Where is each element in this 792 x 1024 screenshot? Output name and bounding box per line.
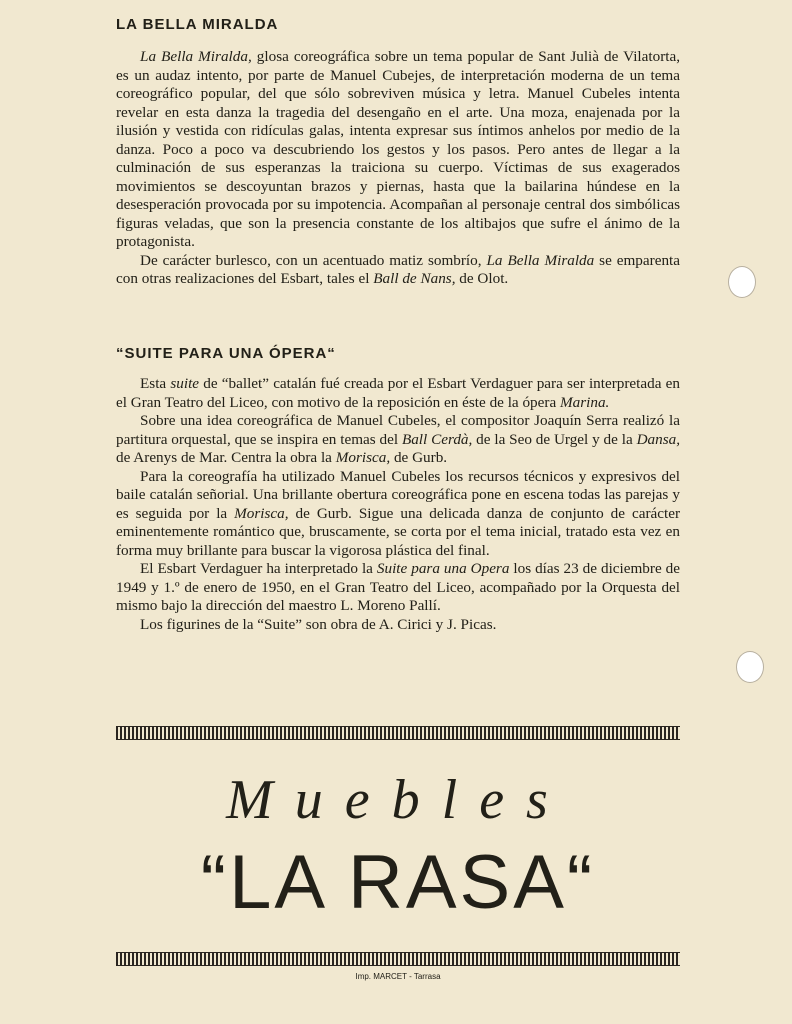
section-body-suite-opera [116, 375, 680, 634]
text-run: de Gurb. Sigue una delicada danza de conjunto de carácter eminentemente romántico que, bruscamente, se corta por el tema inicial, tratado esta vez en forma muy brillante para buscar la vigorosa plástica del final. [116, 504, 680, 559]
italic-text: suite [170, 375, 200, 392]
italic-text: Ball de Nans, [373, 270, 456, 287]
italic-text: La Bella Miralda, [140, 48, 252, 65]
text-run: de Arenys de Mar. Centra la obra la [116, 449, 336, 466]
italic-text: Ball Cerdà, [401, 430, 473, 448]
decorative-rule-top [116, 726, 680, 740]
text-run: Para la coreografía ha utilizado Manuel Cubeles los recursos técnicos y expresivos del baile catalán señorial. Una brillante obertura coreográfica pone en escena todas las parejas y es seguida por la [116, 467, 680, 522]
printer-imprint: Imp. MARCET - Tarrasa [355, 972, 441, 981]
italic-text: La Bella Miralda [486, 251, 595, 269]
italic-text: Morisca, [335, 449, 391, 466]
italic-text: Suite para una Opera [376, 560, 510, 577]
text-run: de “ballet” catalán fué creada por el Esbart Verdaguer para ser interpretada en el Gran Teatro del Liceo, con motivo de la reposición en éste de la ópera [116, 375, 680, 411]
text-run: glosa coreográfica sobre un tema popular de Sant Julià de Vilatorta, es un audaz intento, por parte de Manuel Cubejes, de interpretación moderna de un tema coreográfico popular, del que sólo sobreviven música y letra. Manuel Cubeles intenta revelar en esta danza la tragedia del desengaño en el arte. Una moza, enajenada por la ilusión y vestida con ridículas galas, intenta expresar sus íntimos anhelos por medio de la danza. Poco a poco va descubriendo los gestos y los pasos. Pero antes de llegar a la culminación de sus esperanzas la traiciona su cuerpo. Víctimas de sus exagerados movimientos se descoyuntan brazos y piernas, hasta que la bailarina húndese en la desesperación provocada por su impotencia. Acompañan al personaje central dos simbólicas figuras veladas, que son la presencia constante de los altibajos que sufre el ánimo de la protagonista. [116, 48, 681, 250]
punch-hole-top [728, 266, 756, 298]
punch-hole-bottom [736, 651, 764, 683]
section-heading-bella-miralda: LA BELLA MIRALDA [116, 16, 279, 33]
decorative-rule-bottom [116, 952, 680, 966]
text-run: De carácter burlesco, con un acentuado matiz sombrío, [140, 251, 487, 269]
section-body-bella-miralda [116, 48, 680, 289]
italic-text: Dansa, [636, 430, 681, 448]
paragraph [116, 252, 680, 289]
paragraph [116, 616, 680, 635]
paragraph [116, 48, 680, 252]
text-run: se emparenta con otras realizaciones del Esbart, tales el [116, 251, 680, 287]
text-run: de Gurb. [390, 449, 448, 466]
text-run: Esta [140, 375, 171, 392]
advert-brand: “LA RASA“ [200, 840, 596, 925]
text-run: los días 23 de diciembre de 1949 y 1.º de enero de 1950, en el Gran Teatro del Liceo, acompañado por la Orquesta del mismo bajo la dirección del maestro L. Moreno Pallí. [116, 560, 680, 614]
section-heading-suite-opera: “SUITE PARA UNA ÓPERA“ [116, 345, 336, 362]
paragraph [116, 560, 680, 616]
text-run: de la Seo de Urgel y de la [472, 430, 637, 448]
paragraph [116, 468, 680, 561]
text-run: de Olot. [455, 270, 509, 287]
italic-text: Morisca, [234, 504, 289, 522]
paragraph [116, 375, 680, 412]
paragraph [116, 412, 680, 468]
text-run: Los figurines de la “Suite” son obra de A. Cirici y J. Picas. [140, 615, 497, 633]
advert-title: Muebles [226, 769, 570, 831]
italic-text: Marina. [559, 393, 610, 411]
text-run: Sobre una idea coreográfica de Manuel Cubeles, el compositor Joaquín Serra realizó la partitura orquestal, que se inspira en temas del [116, 412, 680, 448]
text-run: El Esbart Verdaguer ha interpretado la [140, 560, 377, 577]
